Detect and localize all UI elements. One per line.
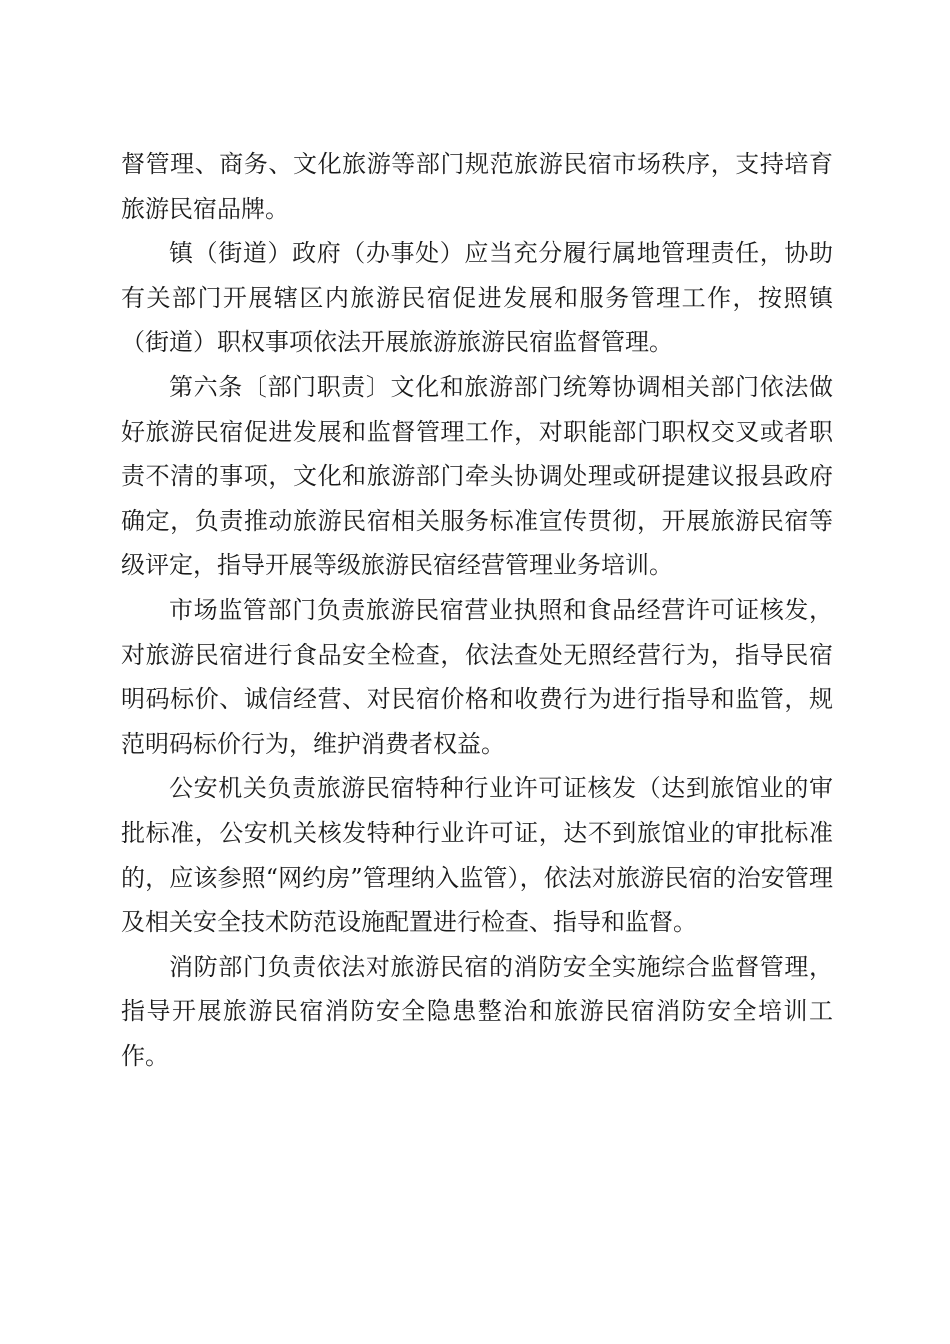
- paragraph-article-six: 第六条〔部门职责〕文化和旅游部门统筹协调相关部门依法做好旅游民宿促进发展和监督管理工作，对职能部门职权交叉或者职责不清的事项，文化和旅游部门牵头协调处理或研提建议报县政府确定，负责推动旅游民宿相关服务标准宣传贯彻，开展旅游民宿等级评定，指导开展等级旅游民宿经营管理业务培训。: [121, 372, 833, 580]
- document-body: [121, 142, 833, 1078]
- paragraph-town-government: 镇（街道）政府（办事处）应当充分履行属地管理责任，协助有关部门开展辖区内旅游民宿促进发展和服务管理工作，按照镇（街道）职权事项依法开展旅游旅游民宿监督管理。: [121, 239, 833, 357]
- paragraph-public-security: 公安机关负责旅游民宿特种行业许可证核发（达到旅馆业的审批标准，公安机关核发特种行业许可证，达不到旅馆业的审批标准的，应该参照“网约房”管理纳入监管），依法对旅游民宿的治安管理及相关安全技术防范设施配置进行检查、指导和监督。: [121, 774, 833, 937]
- paragraph-fire-department: 消防部门负责依法对旅游民宿的消防安全实施综合监督管理，指导开展旅游民宿消防安全隐患整治和旅游民宿消防安全培训工作。: [121, 952, 833, 1070]
- paragraph-continued: 督管理、商务、文化旅游等部门规范旅游民宿市场秩序，支持培育旅游民宿品牌。: [121, 150, 833, 223]
- paragraph-market-supervision: 市场监管部门负责旅游民宿营业执照和食品经营许可证核发，对旅游民宿进行食品安全检查，依法查处无照经营行为，指导民宿明码标价、诚信经营、对民宿价格和收费行为进行指导和监管，规范明码标价行为，维护消费者权益。: [121, 595, 833, 758]
